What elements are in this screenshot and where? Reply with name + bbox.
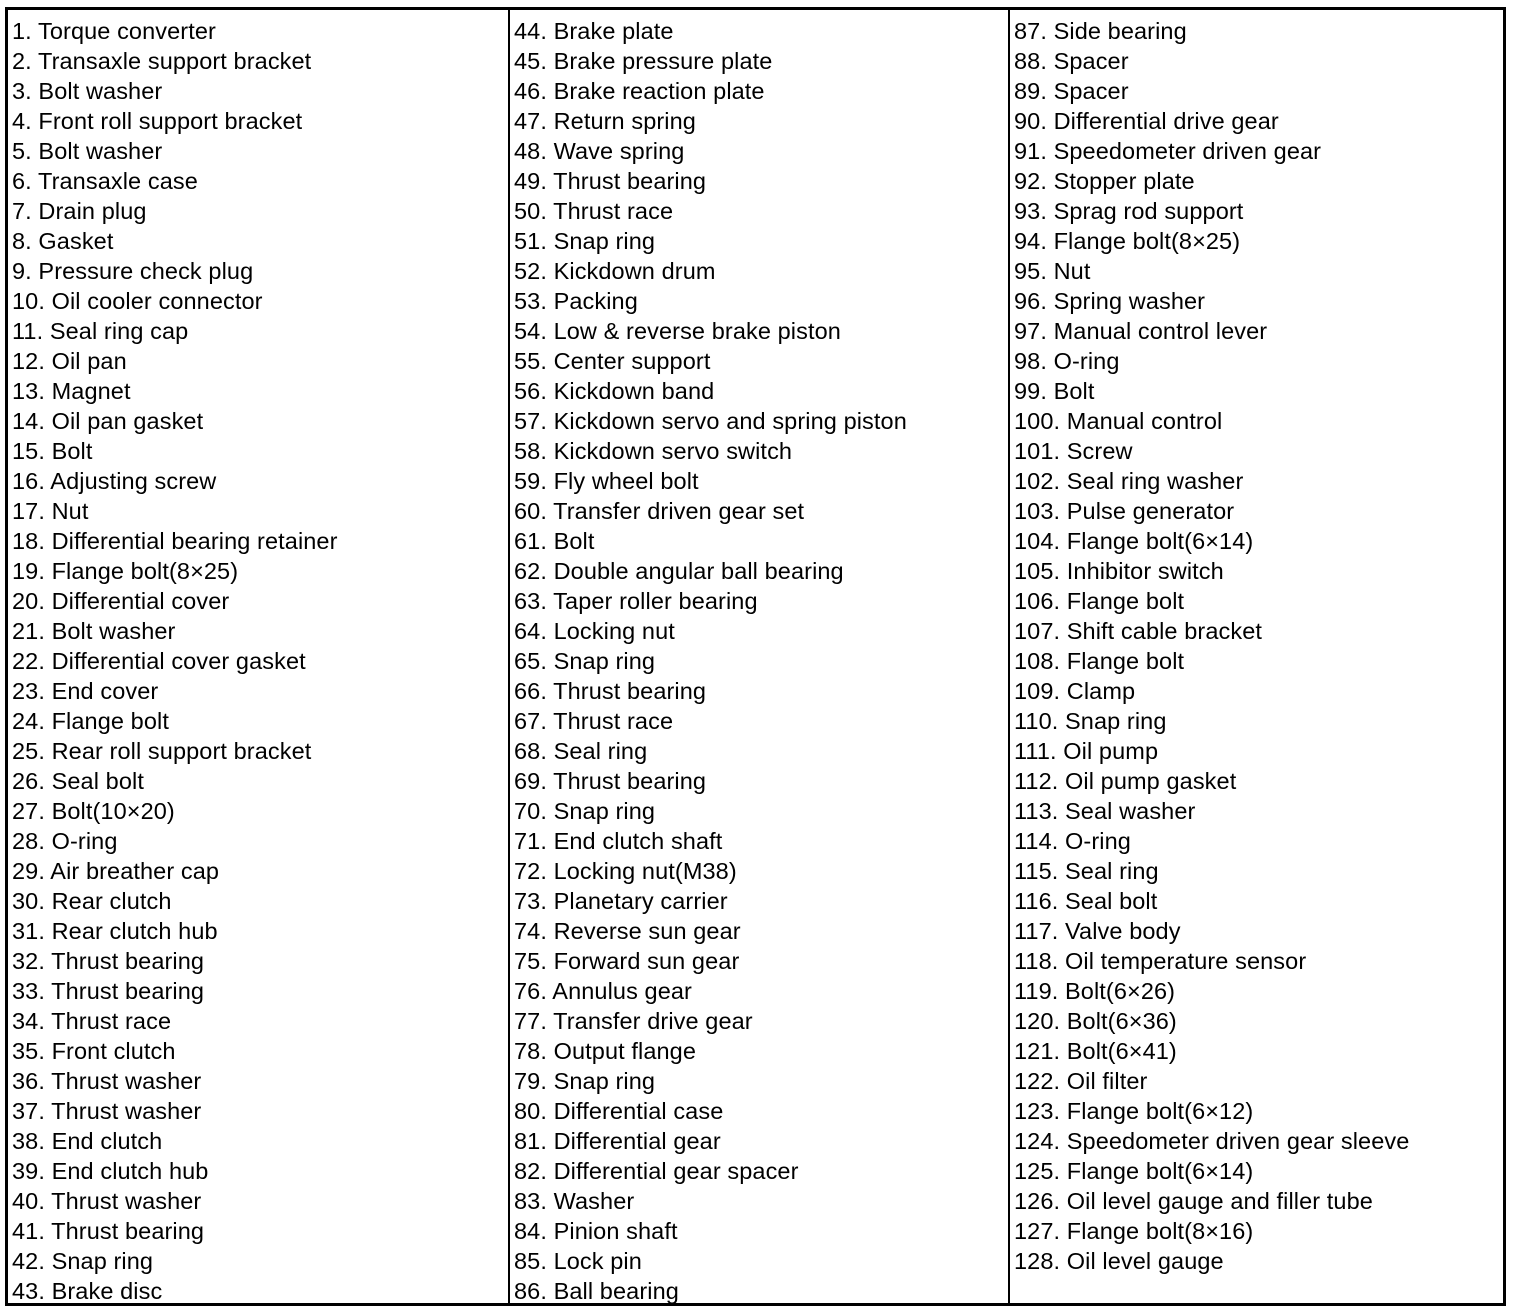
part-list-item: 83. Washer xyxy=(514,1188,635,1214)
part-list-item: 68. Seal ring xyxy=(514,738,648,764)
part-list-item: 36. Thrust washer xyxy=(12,1068,202,1094)
part-list-item: 106. Flange bolt xyxy=(1014,588,1185,614)
part-list-item: 49. Thrust bearing xyxy=(514,168,707,194)
part-list-item: 74. Reverse sun gear xyxy=(514,918,741,944)
part-list-item: 104. Flange bolt(6×14) xyxy=(1014,528,1254,554)
part-list-item: 115. Seal ring xyxy=(1014,858,1159,884)
part-list-item: 16. Adjusting screw xyxy=(12,468,217,494)
part-list-item: 56. Kickdown band xyxy=(514,378,715,404)
part-list-item: 118. Oil temperature sensor xyxy=(1014,948,1307,974)
part-list-item: 13. Magnet xyxy=(12,378,131,404)
part-list-item: 72. Locking nut(M38) xyxy=(514,858,737,884)
part-list-item: 100. Manual control xyxy=(1014,408,1223,434)
part-list-item: 10. Oil cooler connector xyxy=(12,288,263,314)
part-list-item: 96. Spring washer xyxy=(1014,288,1206,314)
part-list-item: 78. Output flange xyxy=(514,1038,697,1064)
part-list-item: 116. Seal bolt xyxy=(1014,888,1158,914)
part-list-item: 45. Brake pressure plate xyxy=(514,48,773,74)
part-list-item: 55. Center support xyxy=(514,348,711,374)
parts-column-2 xyxy=(508,10,1008,1303)
part-list-item: 32. Thrust bearing xyxy=(12,948,205,974)
part-list-item: 63. Taper roller bearing xyxy=(514,588,758,614)
part-list-item: 64. Locking nut xyxy=(514,618,675,644)
part-list-item: 85. Lock pin xyxy=(514,1248,642,1274)
part-list-item: 23. End cover xyxy=(12,678,159,704)
part-list-item: 126. Oil level gauge and filler tube xyxy=(1014,1188,1373,1214)
part-list-item: 110. Snap ring xyxy=(1014,708,1167,734)
part-list-item: 89. Spacer xyxy=(1014,78,1129,104)
part-list-item: 18. Differential bearing retainer xyxy=(12,528,338,554)
part-list-item: 107. Shift cable bracket xyxy=(1014,618,1262,644)
part-list-item: 112. Oil pump gasket xyxy=(1014,768,1237,794)
part-list-item: 31. Rear clutch hub xyxy=(12,918,218,944)
part-list-item: 127. Flange bolt(8×16) xyxy=(1014,1218,1254,1244)
part-list-item: 11. Seal ring cap xyxy=(12,318,189,344)
part-list-item: 113. Seal washer xyxy=(1014,798,1196,824)
part-list-item: 90. Differential drive gear xyxy=(1014,108,1279,134)
part-list-item: 6. Transaxle case xyxy=(12,168,198,194)
part-list-item: 125. Flange bolt(6×14) xyxy=(1014,1158,1254,1184)
part-list-item: 94. Flange bolt(8×25) xyxy=(1014,228,1241,254)
part-list-item: 28. O-ring xyxy=(12,828,118,854)
part-list-item: 120. Bolt(6×36) xyxy=(1014,1008,1177,1034)
part-list-item: 80. Differential case xyxy=(514,1098,724,1124)
part-list-item: 48. Wave spring xyxy=(514,138,685,164)
part-list-item: 111. Oil pump xyxy=(1014,738,1159,764)
part-list-item: 84. Pinion shaft xyxy=(514,1218,678,1244)
part-list-item: 3. Bolt washer xyxy=(12,78,163,104)
part-list-item: 86. Ball bearing xyxy=(514,1278,679,1304)
part-list-item: 2. Transaxle support bracket xyxy=(12,48,312,74)
part-list-item: 35. Front clutch xyxy=(12,1038,176,1064)
part-list-item: 15. Bolt xyxy=(12,438,93,464)
part-list-item: 97. Manual control lever xyxy=(1014,318,1268,344)
part-list-item: 24. Flange bolt xyxy=(12,708,169,734)
part-list-item: 66. Thrust bearing xyxy=(514,678,707,704)
part-list-item: 26. Seal bolt xyxy=(12,768,144,794)
part-list-item: 79. Snap ring xyxy=(514,1068,656,1094)
part-list-item: 52. Kickdown drum xyxy=(514,258,716,284)
part-list-item: 119. Bolt(6×26) xyxy=(1014,978,1176,1004)
part-list-item: 117. Valve body xyxy=(1014,918,1181,944)
parts-column-3 xyxy=(1008,10,1503,1303)
part-list-item: 58. Kickdown servo switch xyxy=(514,438,793,464)
part-list-item: 41. Thrust bearing xyxy=(12,1218,205,1244)
part-list-item: 73. Planetary carrier xyxy=(514,888,728,914)
part-list-item: 51. Snap ring xyxy=(514,228,656,254)
part-list-item: 33. Thrust bearing xyxy=(12,978,205,1004)
part-list-item: 99. Bolt xyxy=(1014,378,1095,404)
part-list-item: 102. Seal ring washer xyxy=(1014,468,1244,494)
part-list-item: 21. Bolt washer xyxy=(12,618,176,644)
part-list-item: 50. Thrust race xyxy=(514,198,674,224)
part-list-item: 101. Screw xyxy=(1014,438,1133,464)
part-list-item: 98. O-ring xyxy=(1014,348,1120,374)
part-list-item: 91. Speedometer driven gear xyxy=(1014,138,1322,164)
part-list-item: 65. Snap ring xyxy=(514,648,656,674)
part-list-item: 19. Flange bolt(8×25) xyxy=(12,558,239,584)
part-list-item: 40. Thrust washer xyxy=(12,1188,202,1214)
part-list-item: 114. O-ring xyxy=(1014,828,1131,854)
part-list-item: 123. Flange bolt(6×12) xyxy=(1014,1098,1254,1124)
part-list-item: 47. Return spring xyxy=(514,108,696,134)
part-list-item: 17. Nut xyxy=(12,498,89,524)
part-list-item: 37. Thrust washer xyxy=(12,1098,202,1124)
part-list-item: 81. Differential gear xyxy=(514,1128,721,1154)
part-list-item: 61. Bolt xyxy=(514,528,595,554)
part-list-item: 7. Drain plug xyxy=(12,198,147,224)
part-list-item: 22. Differential cover gasket xyxy=(12,648,306,674)
part-list-item: 1. Torque converter xyxy=(12,18,216,44)
part-list-item: 108. Flange bolt xyxy=(1014,648,1185,674)
part-list-item: 4. Front roll support bracket xyxy=(12,108,303,134)
part-list-item: 53. Packing xyxy=(514,288,638,314)
part-list-item: 109. Clamp xyxy=(1014,678,1136,704)
part-list-item: 8. Gasket xyxy=(12,228,114,254)
part-list-item: 105. Inhibitor switch xyxy=(1014,558,1224,584)
part-list-item: 20. Differential cover xyxy=(12,588,230,614)
part-list-item: 82. Differential gear spacer xyxy=(514,1158,799,1184)
part-list-item: 34. Thrust race xyxy=(12,1008,172,1034)
part-list-item: 69. Thrust bearing xyxy=(514,768,707,794)
part-list-item: 124. Speedometer driven gear sleeve xyxy=(1014,1128,1410,1154)
part-list-item: 67. Thrust race xyxy=(514,708,674,734)
part-list-item: 122. Oil filter xyxy=(1014,1068,1148,1094)
part-list-item: 46. Brake reaction plate xyxy=(514,78,765,104)
part-list-item: 54. Low & reverse brake piston xyxy=(514,318,841,344)
parts-column-1 xyxy=(8,10,508,1303)
part-list-item: 38. End clutch xyxy=(12,1128,163,1154)
part-list-item: 95. Nut xyxy=(1014,258,1091,284)
part-list-item: 59. Fly wheel bolt xyxy=(514,468,699,494)
part-list-item: 87. Side bearing xyxy=(1014,18,1187,44)
part-list-item: 71. End clutch shaft xyxy=(514,828,723,854)
part-list-item: 5. Bolt washer xyxy=(12,138,163,164)
part-list-item: 103. Pulse generator xyxy=(1014,498,1235,524)
part-list-item: 9. Pressure check plug xyxy=(12,258,254,284)
part-list-item: 128. Oil level gauge xyxy=(1014,1248,1224,1274)
part-list-item: 39. End clutch hub xyxy=(12,1158,209,1184)
part-list-item: 30. Rear clutch xyxy=(12,888,172,914)
part-list-item: 43. Brake disc xyxy=(12,1278,163,1304)
part-list-item: 121. Bolt(6×41) xyxy=(1014,1038,1177,1064)
part-list-item: 75. Forward sun gear xyxy=(514,948,740,974)
part-list-item: 25. Rear roll support bracket xyxy=(12,738,312,764)
part-list-item: 42. Snap ring xyxy=(12,1248,154,1274)
parts-list-table xyxy=(5,7,1506,1306)
part-list-item: 76. Annulus gear xyxy=(514,978,692,1004)
part-list-item: 57. Kickdown servo and spring piston xyxy=(514,408,907,434)
part-list-item: 92. Stopper plate xyxy=(1014,168,1195,194)
part-list-item: 93. Sprag rod support xyxy=(1014,198,1244,224)
part-list-item: 70. Snap ring xyxy=(514,798,656,824)
part-list-item: 60. Transfer driven gear set xyxy=(514,498,805,524)
part-list-item: 14. Oil pan gasket xyxy=(12,408,204,434)
part-list-item: 44. Brake plate xyxy=(514,18,674,44)
part-list-item: 88. Spacer xyxy=(1014,48,1129,74)
part-list-item: 77. Transfer drive gear xyxy=(514,1008,753,1034)
part-list-item: 12. Oil pan xyxy=(12,348,127,374)
part-list-item: 27. Bolt(10×20) xyxy=(12,798,175,824)
part-list-item: 62. Double angular ball bearing xyxy=(514,558,844,584)
part-list-item: 29. Air breather cap xyxy=(12,858,220,884)
